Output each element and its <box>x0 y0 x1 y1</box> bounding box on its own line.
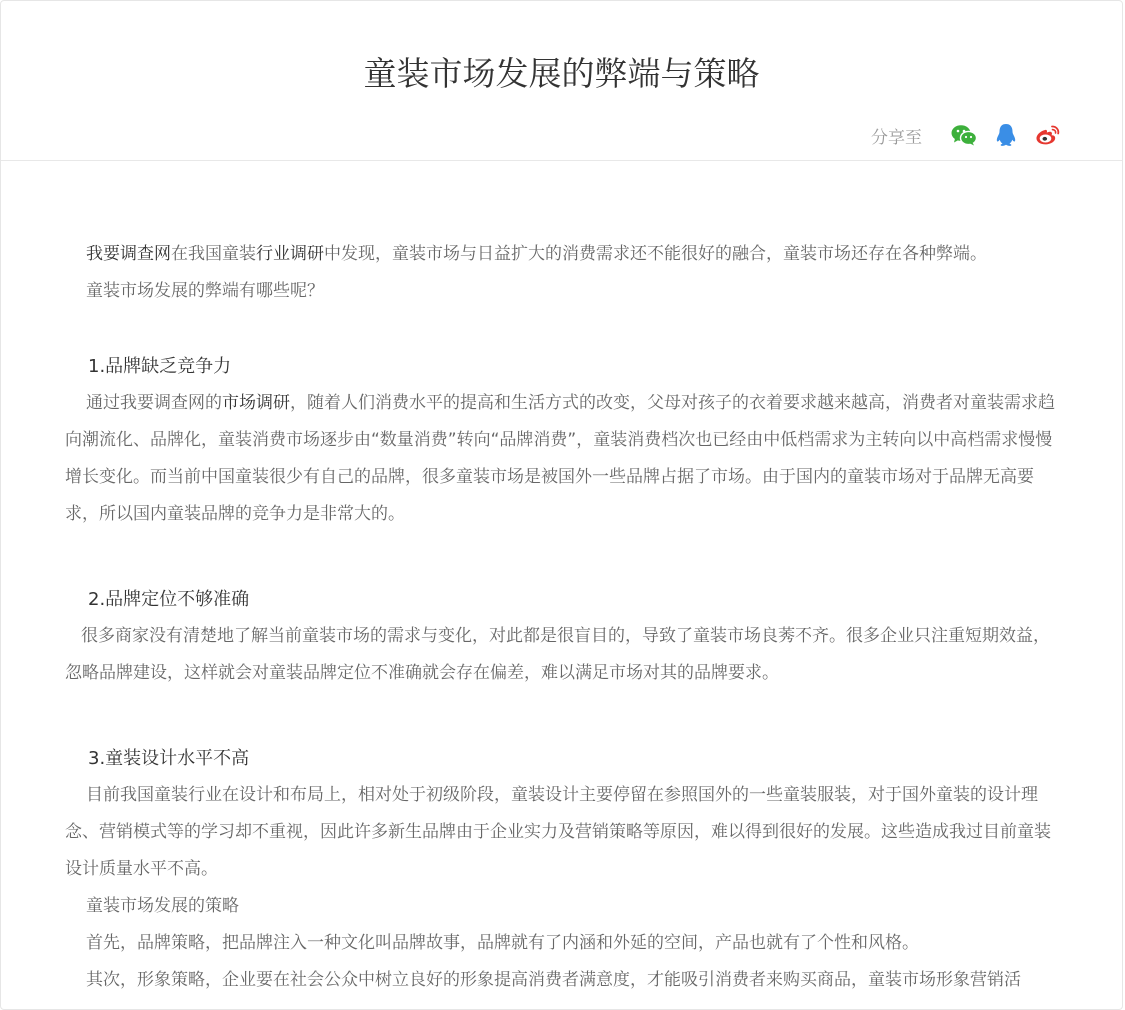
qq-icon <box>995 123 1017 147</box>
strategy-paragraph: 首先，品牌策略，把品牌注入一种文化叫品牌故事，品牌就有了内涵和外延的空间，产品也就有了个性和风格。 <box>86 933 919 953</box>
weibo-share-button[interactable] <box>1034 121 1062 149</box>
qq-share-button[interactable] <box>992 121 1020 149</box>
wechat-icon <box>951 124 977 146</box>
question-paragraph: 童装市场发展的弊端有哪些呢？ <box>86 281 324 301</box>
article-body <box>65 236 1065 999</box>
page-title: 童装市场发展的弊端与策略 <box>363 54 760 93</box>
section-heading: 3.童装设计水平不高 <box>88 748 250 769</box>
section-paragraph: 通过我要调查网的市场调研，随着人们消费水平的提高和生活方式的改变，父母对孩子的衣着要求越来越高，消费者对童装需求趋向潮流化、品牌化，童装消费市场逐步由“数量消费”转向“品牌消费”，童装消费档次也已经由中低档需求为主转向以中高档需求慢慢增长变化。而当前中国童装很少有自己的品牌，很多童装市场是被国外一些品牌占据了市场。由于国内的童装市场对于品牌无高要求，所以国内童装品牌的竞争力是非常大的。 <box>65 393 1055 524</box>
section-paragraph: 很多商家没有清楚地了解当前童装市场的需求与变化，对此都是很盲目的，导致了童装市场良莠不齐。很多企业只注重短期效益，忽略品牌建设，这样就会对童装品牌定位不准确就会存在偏差，难以满足市场对其的品牌要求。 <box>65 626 1050 683</box>
industry-research-link[interactable]: 行业调研 <box>256 244 324 264</box>
share-label: 分享至 <box>871 127 922 148</box>
article-header <box>1 1 1122 161</box>
share-bar <box>871 121 1062 149</box>
section-heading: 1.品牌缺乏竞争力 <box>88 356 232 377</box>
brand-link[interactable]: 我要调查网 <box>86 244 171 264</box>
market-research-link[interactable]: 市场调研 <box>222 393 290 413</box>
wechat-share-button[interactable] <box>950 121 978 149</box>
strategy-paragraph: 其次，形象策略，企业要在社会公众中树立良好的形象提高消费者满意度，才能吸引消费者来购买商品，童装市场形象营销活 <box>86 970 1021 990</box>
intro-paragraph: 我要调查网在我国童装行业调研中发现，童装市场与日益扩大的消费需求还不能很好的融合，童装市场还存在各种弊端。 <box>86 244 987 264</box>
strategy-title: 童装市场发展的策略 <box>86 896 239 916</box>
weibo-icon <box>1035 124 1061 146</box>
section-paragraph: 目前我国童装行业在设计和布局上，相对处于初级阶段，童装设计主要停留在参照国外的一些童装服装，对于国外童装的设计理念、营销模式等的学习却不重视，因此许多新生品牌由于企业实力及营销策略等原因，难以得到很好的发展。这些造成我过目前童装设计质量水平不高。 <box>65 785 1051 879</box>
section-heading: 2.品牌定位不够准确 <box>88 589 250 610</box>
